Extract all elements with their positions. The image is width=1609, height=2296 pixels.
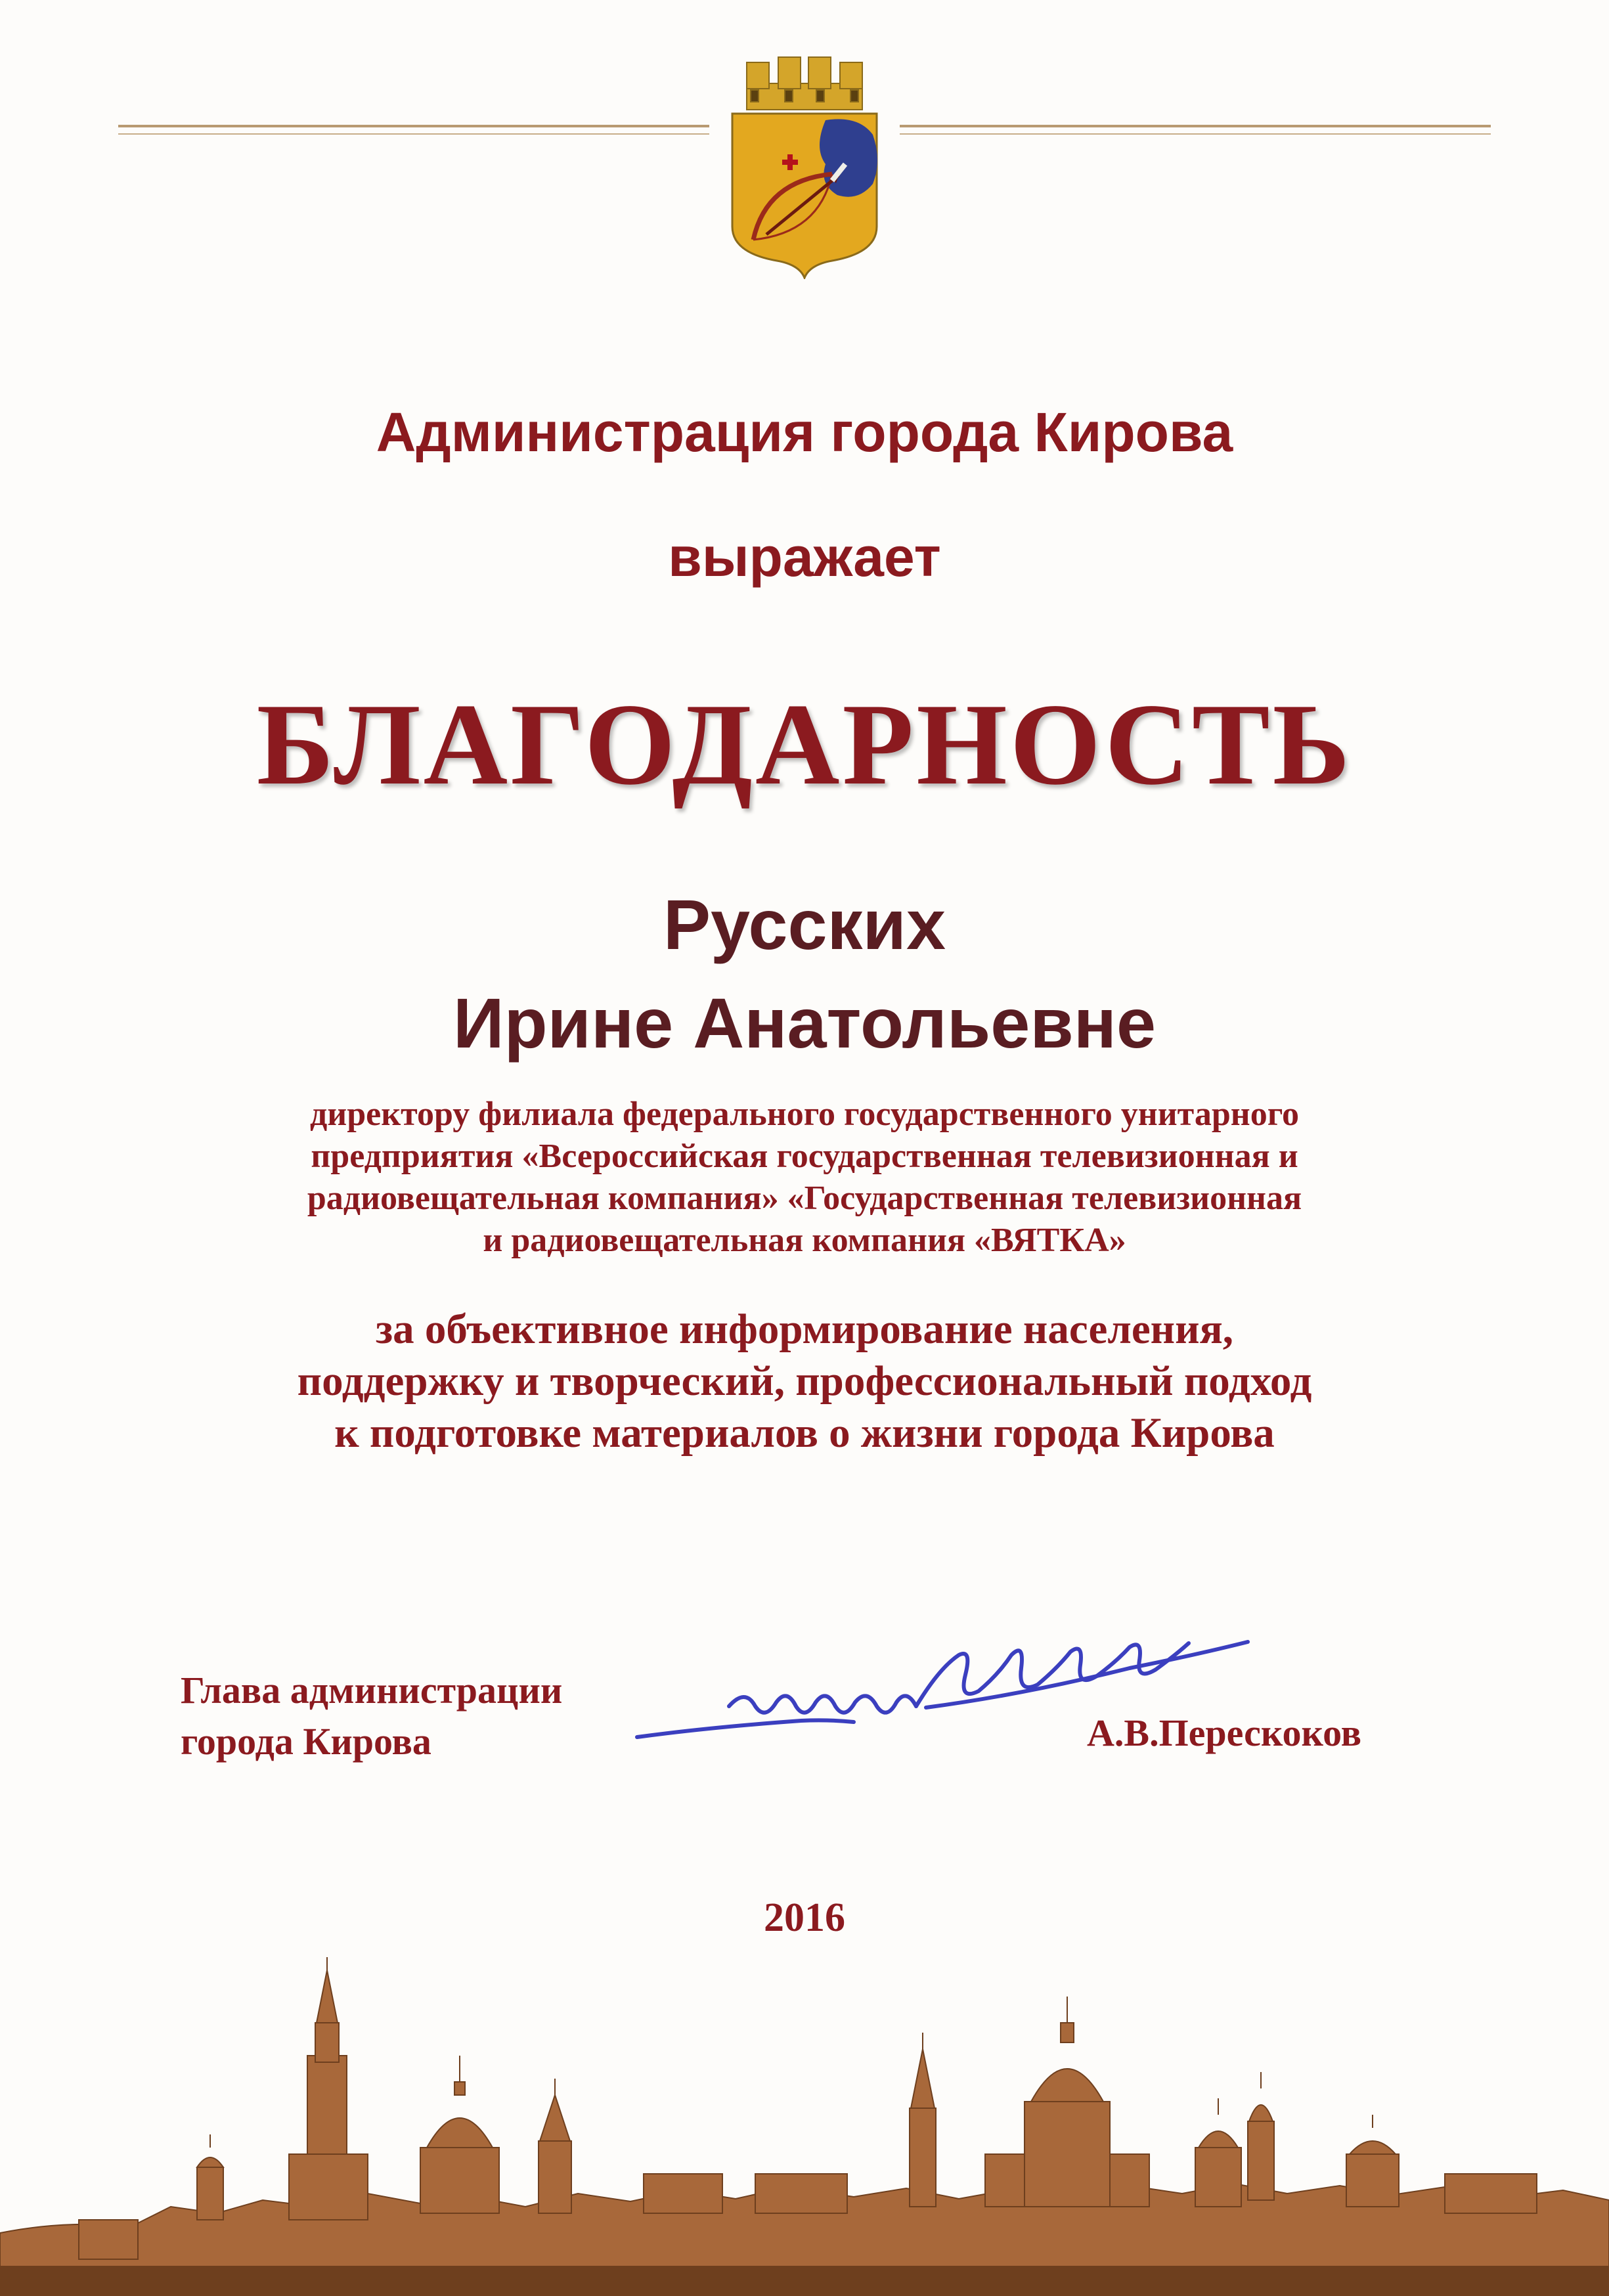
header-rule-right bbox=[900, 125, 1491, 127]
signatory-name: А.В.Перескоков bbox=[1087, 1711, 1362, 1754]
signatory-title-line: Глава администрации bbox=[181, 1669, 563, 1711]
recipient-position bbox=[181, 1093, 1428, 1262]
header-rule-left bbox=[118, 125, 709, 127]
award-reason bbox=[131, 1304, 1478, 1459]
organization-heading: Администрация города Кирова bbox=[376, 401, 1233, 463]
reason-line: к подготовке материалов о жизни города Кирова bbox=[334, 1409, 1275, 1457]
header-rule-right-thin bbox=[900, 133, 1491, 135]
position-line: и радиовещательная компания «ВЯТКА» bbox=[483, 1222, 1126, 1259]
signatory-title-line: города Кирова bbox=[181, 1720, 431, 1763]
recipient-surname: Русских bbox=[663, 885, 946, 964]
header-rule-left-thin bbox=[118, 133, 709, 135]
position-line: предприятия «Всероссийская государственная телевизионная и bbox=[311, 1137, 1298, 1175]
signatory-title bbox=[181, 1665, 562, 1767]
position-line: директору филиала федерального государственного унитарного bbox=[309, 1095, 1300, 1133]
coat-of-arms-icon bbox=[727, 49, 882, 279]
reason-line: поддержку и творческий, профессиональный подход bbox=[297, 1358, 1312, 1405]
city-skyline-illustration bbox=[0, 1957, 1609, 2296]
certificate-title: БЛАГОДАРНОСТЬ bbox=[256, 679, 1353, 809]
reason-line: за объективное информирование населения, bbox=[376, 1306, 1233, 1353]
year: 2016 bbox=[764, 1895, 845, 1940]
position-line: радиовещательная компания» «Государственная телевизионная bbox=[307, 1180, 1302, 1217]
verb-heading: выражает bbox=[668, 526, 941, 588]
recipient-given-names: Ирине Анатольевне bbox=[452, 983, 1157, 1063]
